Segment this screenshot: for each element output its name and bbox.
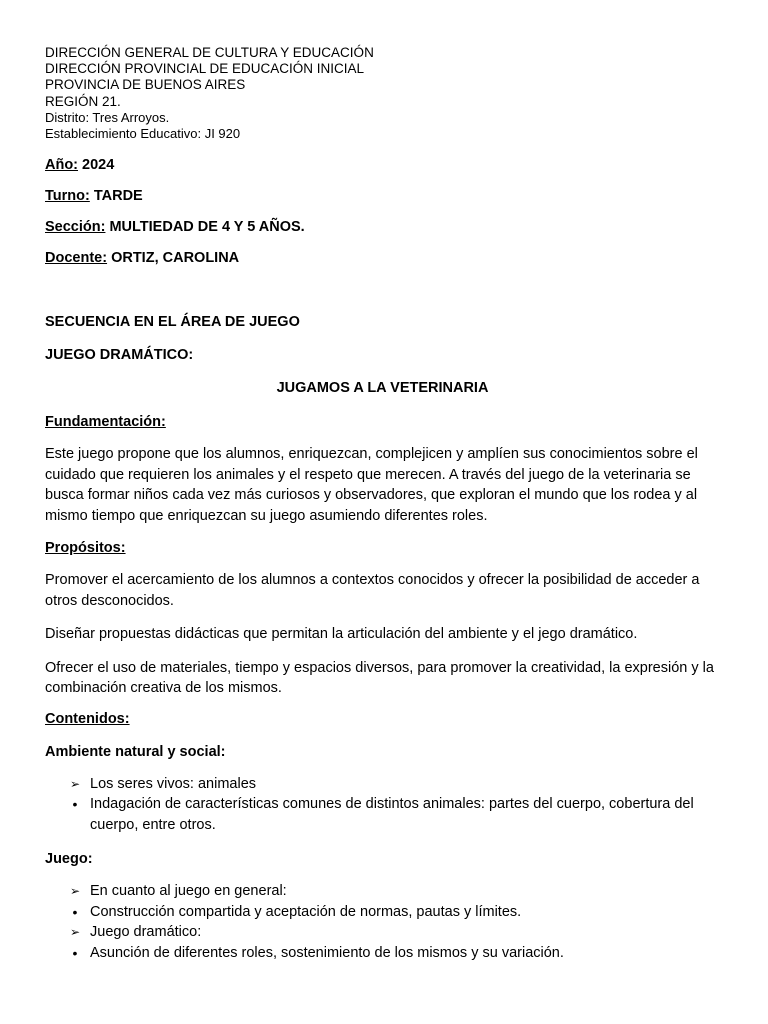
course-fields	[45, 156, 720, 267]
field-year	[45, 156, 720, 174]
list-item	[45, 943, 720, 964]
header-line-6: Establecimiento Educativo: JI 920	[45, 126, 241, 142]
field-section-value: MULTIEDAD DE 4 Y 5 AÑOS.	[105, 219, 305, 236]
list-item	[45, 902, 720, 923]
sequence-title: SECUENCIA EN EL ÁREA DE JUEGO	[45, 314, 300, 331]
field-teacher-label: Docente:	[45, 250, 108, 267]
header-line-5: Distrito: Tres Arroyos.	[45, 109, 170, 125]
arrow-bullet-icon: ➢	[69, 884, 81, 899]
dot-bullet-icon: •	[72, 903, 78, 920]
field-shift-label: Turno:	[45, 188, 90, 205]
list-item	[45, 794, 720, 835]
list-item-text: Juego dramático:	[90, 924, 202, 941]
field-shift-value: TARDE	[89, 188, 143, 205]
institution-header	[45, 45, 720, 142]
field-year-value: 2024	[78, 157, 115, 174]
list-item-text: Los seres vivos: animales	[90, 775, 257, 792]
field-teacher	[45, 249, 720, 267]
list-item	[45, 922, 720, 943]
list-item-text: Asunción de diferentes roles, sostenimiento de los mismos y su variación.	[90, 944, 564, 961]
contenidos-heading: Contenidos:	[45, 710, 130, 727]
arrow-bullet-icon: ➢	[69, 925, 81, 940]
field-section-label: Sección:	[45, 219, 106, 236]
field-teacher-value: ORTIZ, CAROLINA	[107, 250, 240, 267]
header-line-2: DIRECCIÓN PROVINCIAL DE EDUCACIÓN INICIAL	[45, 61, 365, 77]
list-item-text: En cuanto al juego en general:	[90, 883, 287, 900]
list-item-text: Indagación de características comunes de distintos animales: partes del cuerpo, cobertura del cuerpo, entre otros.	[90, 796, 694, 833]
juego-list	[45, 881, 720, 963]
dot-bullet-icon: •	[72, 796, 78, 813]
ambiente-heading: Ambiente natural y social:	[45, 743, 226, 760]
dramatic-play-label: JUEGO DRAMÁTICO:	[45, 347, 194, 364]
arrow-bullet-icon: ➢	[69, 776, 81, 791]
header-line-1: DIRECCIÓN GENERAL DE CULTURA Y EDUCACIÓN	[45, 45, 374, 60]
propositos-heading: Propósitos:	[45, 540, 126, 557]
proposito-paragraph-3: Ofrecer el uso de materiales, tiempo y espacios diversos, para promover la creatividad, la expresión y la combinación creativa de los mismos.	[45, 659, 714, 697]
main-title: JUGAMOS A LA VETERINARIA	[276, 380, 489, 397]
fundamentacion-heading: Fundamentación:	[45, 414, 166, 431]
field-year-label: Año:	[45, 157, 79, 174]
proposito-paragraph-1: Promover el acercamiento de los alumnos a contextos conocidos y ofrecer la posibilidad de acceder a otros desconocidos.	[45, 572, 700, 609]
dot-bullet-icon: •	[72, 944, 78, 961]
fundamentacion-text: Este juego propone que los alumnos, enriquezcan, complejicen y amplíen sus conocimientos sobre el cuidado que requieren los animales y el respeto que merecen. A través del juego de la veterinaria se busca formar niños cada vez más curiosos y observadores, que exploran el mundo que los rodea y al mismo tiempo que enriquezcan su juego asumiendo diferentes roles.	[45, 446, 698, 524]
ambiente-list	[45, 774, 720, 836]
list-item	[45, 774, 720, 795]
list-item-text: Construcción compartida y aceptación de normas, pautas y límites.	[90, 903, 522, 920]
field-section	[45, 218, 720, 236]
juego-heading: Juego:	[45, 851, 93, 868]
field-shift	[45, 187, 720, 205]
header-line-3: PROVINCIA DE BUENOS AIRES	[45, 77, 246, 93]
list-item	[45, 881, 720, 902]
proposito-paragraph-2: Diseñar propuestas didácticas que permitan la articulación del ambiente y el jego dramático.	[45, 626, 638, 643]
header-line-4: REGIÓN 21.	[45, 93, 121, 109]
